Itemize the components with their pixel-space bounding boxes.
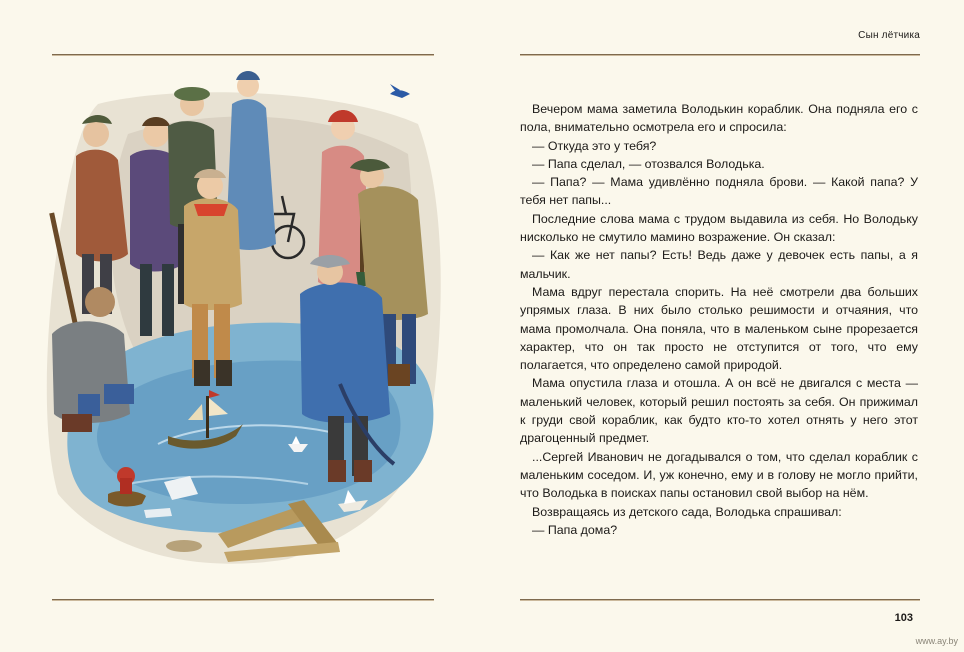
paragraph: — Откуда это у тебя? [532, 138, 657, 153]
paragraph: — Папа сделал, — отозвался Володька. [532, 156, 765, 171]
top-rule-left [52, 54, 434, 56]
illustration [38, 64, 458, 574]
paragraph: Вечером мама заметила Володькин кораблик. Она подняла его с пола, внимательно осмотрела его и спросила: [520, 102, 918, 135]
story-text [520, 100, 918, 539]
paragraph: — Как же нет папы? Есть! Ведь даже у девочек есть папы, а я мальчик. [520, 248, 918, 281]
watermark: www.ay.by [915, 636, 958, 646]
paragraph: ...Сергей Иванович не догадывался о том, что сделал кораблик с маленьким соседом. И, уж конечно, ему и в голову не могло прийти, что Володька в поисках папы остановил свой выбор на нём. [520, 449, 918, 501]
bottom-rule-right [520, 599, 920, 601]
paragraph: Мама вдруг перестала спорить. На неё смотрели два больших упрямых глаза. В них было столько решимости и отчаяния, что мама промолчала. Она поняла, что в маленьком сыне прорезается характер, что он так просто не отступится от того, что ему полагается, что определено самой природой. [520, 284, 918, 373]
right-page [482, 0, 964, 652]
paragraph: — Папа дома? [532, 522, 618, 537]
page-number: 103 [894, 612, 913, 624]
top-rule-right [520, 54, 920, 56]
paragraph: Возвращаясь из детского сада, Володька спрашивал: [532, 504, 842, 519]
paragraph: — Папа? — Мама удивлённо подняла брови. — Какой папа? У тебя нет папы... [520, 175, 918, 208]
paragraph: Мама опустила глаза и отошла. А он всё не двигался с места — маленький человек, который решил постоять за себя. Он прижимал к груди свой кораблик, как будто кто-то хотел отнять у него этот драгоценный предмет. [520, 376, 918, 446]
paragraph: Последние слова мама с трудом выдавила из себя. Но Володьку нисколько не смутило мамино возражение. Он сказал: [520, 211, 918, 245]
running-head: Сын лётчика [858, 30, 920, 41]
bottom-rule-left [52, 599, 434, 601]
